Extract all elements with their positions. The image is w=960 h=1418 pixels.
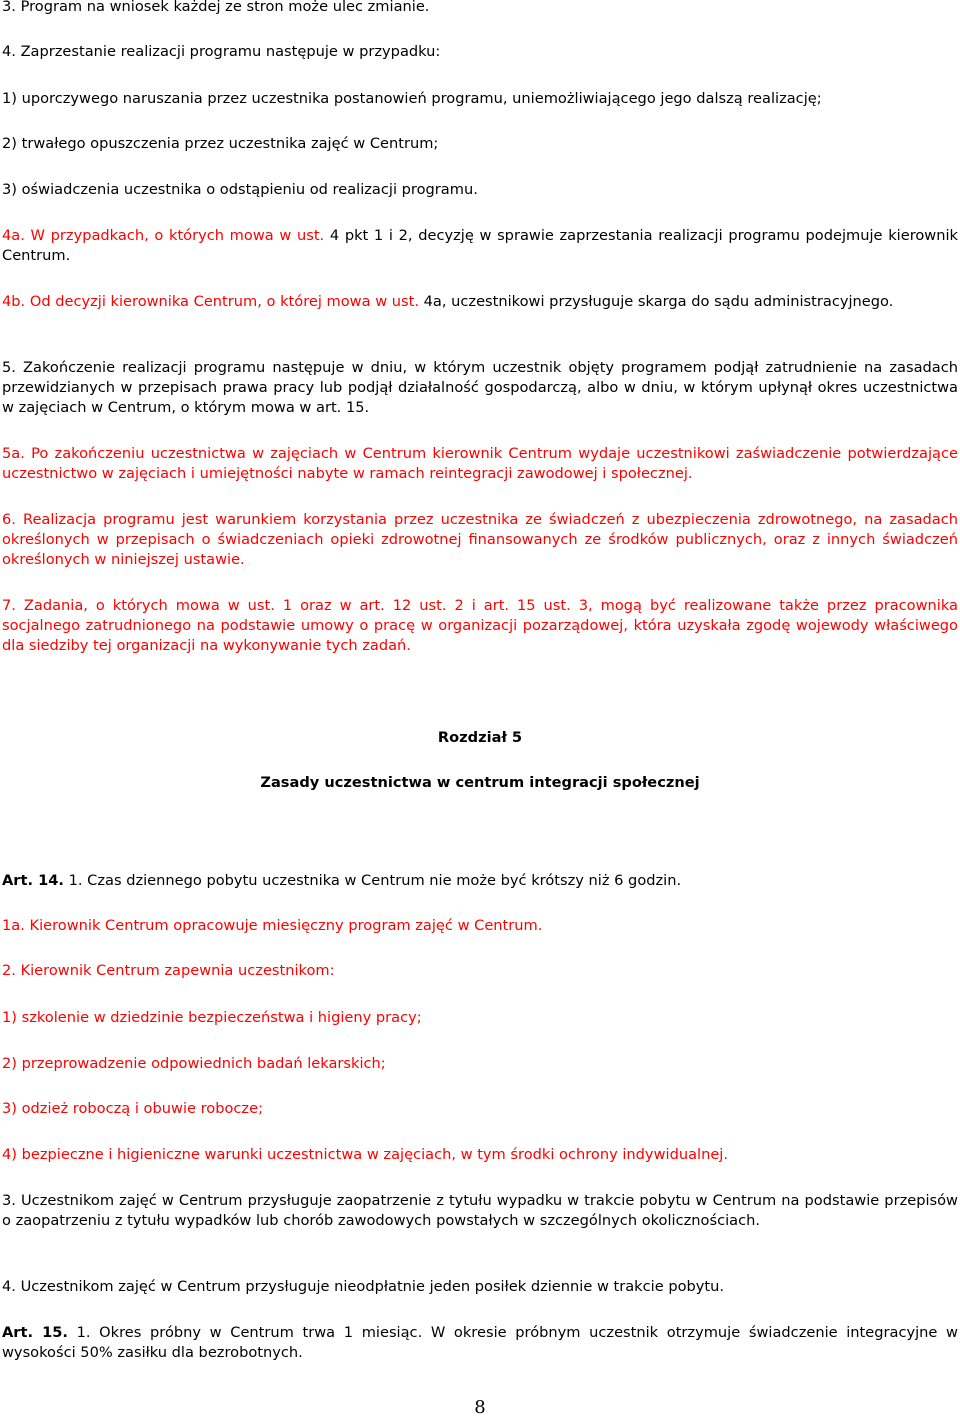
article-14-4: 4. Uczestnikom zajęć w Centrum przysługuje nieodpłatnie jeden posiłek dziennie w trakcie pobytu. (2, 1278, 725, 1295)
paragraph-4-item-3: 3) oświadczenia uczestnika o odstąpieniu od realizacji programu. (2, 181, 478, 198)
article-14-text: 1. Czas dziennego pobytu uczestnika w Centrum nie może być krótszy niż 6 godzin. (63, 872, 682, 889)
page-number: 8 (474, 1397, 486, 1418)
chapter-title: Zasady uczestnictwa w centrum integracji społecznej (260, 774, 700, 791)
paragraph-4a-rest: 4 pkt 1 i 2, decyzję w sprawie zaprzestania realizacji programu podejmuje kierownik Centrum. (2, 227, 958, 264)
paragraph-4a (2, 226, 958, 266)
paragraph-5: 5. Zakończenie realizacji programu następuje w dniu, w którym uczestnik objęty programem podjął zatrudnienie na zasadach przewidzianych w przepisach prawa pracy lub podjął działalność gospodarczą, albo w dniu, w którym upłynął okres uczestnictwa w zajęciach w Centrum, o którym mowa w art. 15. (2, 359, 958, 416)
paragraph-3: 3. Program na wniosek każdej ze stron może ulec zmianie. (2, 0, 430, 15)
paragraph-7: 7. Zadania, o których mowa w ust. 1 oraz w art. 12 ust. 2 i art. 15 ust. 3, mogą być realizowane także przez pracownika socjalnego zatrudnionego na podstawie umowy o pracę w organizacji pozarządowej, która uzyskała zgodę wojewody właściwego dla siedziby tej organizacji na wykonywanie tych zadań. (2, 597, 958, 654)
article-14 (2, 871, 958, 891)
article-14-2-item-3: 3) odzież roboczą i obuwie robocze; (2, 1100, 263, 1117)
article-15-text: 1. Okres próbny w Centrum trwa 1 miesiąc. W okresie próbnym uczestnik otrzymuje świadczenie integracyjne w wysokości 50% zasiłku dla bezrobotnych. (2, 1324, 958, 1361)
article-14-2-item-2: 2) przeprowadzenie odpowiednich badań lekarskich; (2, 1055, 386, 1072)
article-14-label: Art. 14. (2, 872, 64, 889)
paragraph-4a-amended: 4a. W przypadkach, o których mowa w ust. (2, 227, 325, 244)
paragraph-6: 6. Realizacja programu jest warunkiem korzystania przez uczestnika ze świadczeń z ubezpieczenia zdrowotnego, na zasadach określonych w przepisach o świadczeniach opieki zdrowotnej finansowanych ze środków publicznych, oraz z innych świadczeń określonych w niniejszej ustawie. (2, 511, 958, 568)
paragraph-4b-rest: 4a, uczestnikowi przysługuje skarga do sądu administracyjnego. (419, 293, 894, 310)
paragraph-5a: 5a. Po zakończeniu uczestnictwa w zajęciach w Centrum kierownik Centrum wydaje uczestnikowi zaświadczenie potwierdzające uczestnictwo w zajęciach i umiejętności nabyte w ramach reintegracji zawodowej i społecznej. (2, 445, 958, 482)
article-15 (2, 1323, 958, 1363)
article-15-label: Art. 15. (2, 1324, 68, 1341)
article-14-2: 2. Kierownik Centrum zapewnia uczestnikom: (2, 962, 335, 979)
chapter-number: Rozdział 5 (437, 729, 523, 746)
paragraph-4b-amended: 4b. Od decyzji kierownika Centrum, o której mowa w ust. (2, 293, 419, 310)
paragraph-4-item-1: 1) uporczywego naruszania przez uczestnika postanowień programu, uniemożliwiającego jego dalszą realizację; (2, 90, 822, 107)
paragraph-4b (2, 292, 958, 312)
article-14-2-item-1: 1) szkolenie w dziedzinie bezpieczeństwa i higieny pracy; (2, 1009, 422, 1026)
paragraph-4-item-2: 2) trwałego opuszczenia przez uczestnika zajęć w Centrum; (2, 135, 439, 152)
article-14-3: 3. Uczestnikom zajęć w Centrum przysługuje zaopatrzenie z tytułu wypadku w trakcie pobytu w Centrum na podstawie przepisów o zaopatrzeniu z tytułu wypadków lub chorób zawodowych powstałych w szczególnych okolicznościach. (2, 1192, 958, 1229)
paragraph-4: 4. Zaprzestanie realizacji programu następuje w przypadku: (2, 43, 441, 60)
article-14-1a: 1a. Kierownik Centrum opracowuje miesięczny program zajęć w Centrum. (2, 917, 543, 934)
article-14-2-item-4: 4) bezpieczne i higieniczne warunki uczestnictwa w zajęciach, w tym środki ochrony indywidualnej. (2, 1146, 728, 1163)
